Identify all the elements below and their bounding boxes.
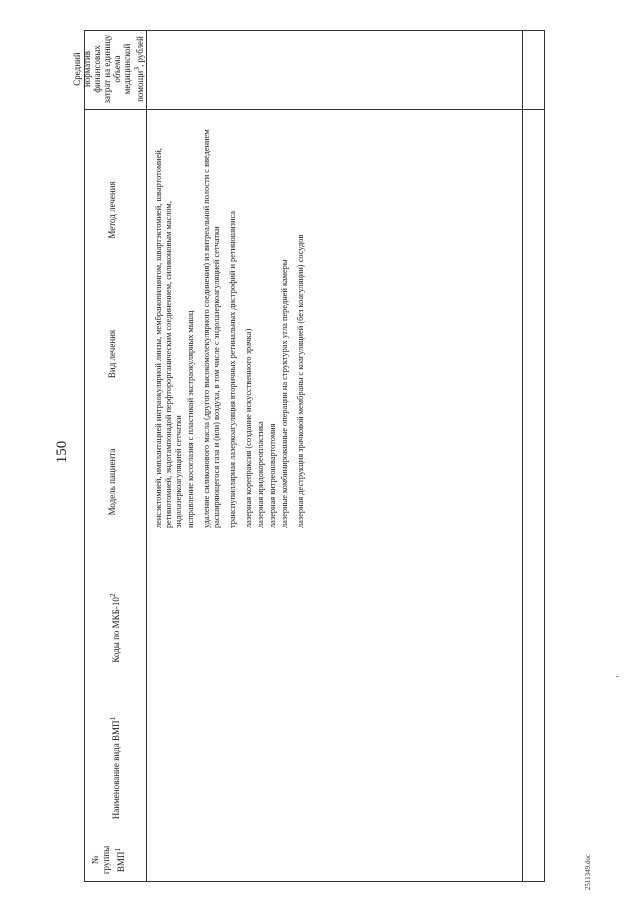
header-icd-codes: Коды по МКБ-$10^2$	[108, 593, 121, 663]
header-treatment-method: Метод лечения	[107, 181, 117, 239]
treatment-method-list	[154, 128, 460, 528]
treatment-method-item: исправление косоглазия с пластикой экстраокулярных мышц	[186, 310, 195, 528]
header-vmp-name: Наименование вида ВМП$^1$	[108, 716, 121, 820]
header-number-sign: №	[90, 855, 100, 865]
treatment-method-item: лазерная витреошвартотомия	[268, 423, 277, 528]
header-average-cost: Средний норматив финансовых затрат на единицу объема медицинской помощи$^3$, рублей	[72, 34, 145, 104]
treatment-method-item: лазерная деструкция зрачковой мембраны с коагуляцией (без коагуляции) сосудов	[296, 234, 305, 528]
header-divider	[84, 109, 545, 110]
header-patient-model: Модель пациента	[107, 448, 117, 516]
treatment-method-item: ленсэктомией, имплантацией интраокулярной линзы, мембранопилингом, швартэктомией, швартотомией, ретинотомией, эндотампонадой перфторорганическим соединением, силиконовым маслом, эндолазеркоагуляцией сетчатки	[154, 148, 183, 528]
treatment-method-item: транспупиллярная лазеркоагуляция вторичных ретинальных дистрофий и ретиношизиса	[228, 211, 237, 528]
column-divider	[522, 30, 523, 882]
treatment-method-item: удаление силиконового масла (другого высокомолекулярного соединения) из витреальной полости с введением расширяющегося газа и (или) воздуха, в том числе с эндолазеркоагуляцией сетчатки	[202, 129, 221, 528]
treatment-method-item: лазерная иридокореопластика	[256, 421, 265, 528]
page-number: 150	[54, 440, 70, 464]
margin-mark	[616, 676, 619, 677]
treatment-method-item: лазерная корепраксия (создание искусственного зрачка)	[244, 328, 253, 528]
header-treatment-type: Вид лечения	[107, 329, 117, 379]
header-number-label: группы ВМП$^1$	[101, 845, 126, 875]
header-group-number	[90, 840, 138, 880]
treatment-method-item: лазерные комбинированные операции на структурах угла передней камеры	[280, 259, 289, 528]
column-divider	[146, 30, 147, 882]
footer-filename: 2511349.doc	[584, 853, 592, 891]
